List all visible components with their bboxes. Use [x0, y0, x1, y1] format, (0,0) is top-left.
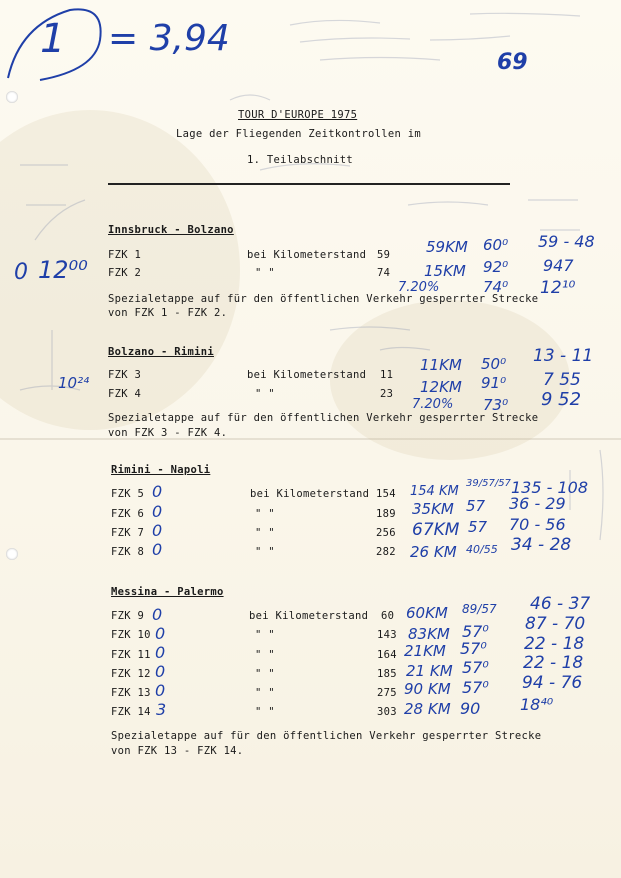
hw-zero-mark: 0: [155, 662, 166, 681]
fzk-label: FZK 4: [108, 388, 142, 400]
fzk-label: FZK 2: [108, 267, 142, 279]
fzk-label: FZK 1: [108, 249, 142, 261]
hw-zero-mark: 0: [152, 540, 163, 559]
fzk-km: 303: [377, 706, 397, 718]
hw-distance: 12KM: [420, 378, 462, 396]
hw-distance: 83KM: [408, 625, 450, 643]
fzk-phrase: " ": [255, 687, 275, 699]
hw-zero-mark: 0: [152, 521, 163, 540]
fzk-km: 23: [380, 388, 394, 400]
header-handwritten-value: = 3,94: [108, 18, 230, 59]
hw-times: 36 - 29: [509, 494, 566, 513]
fzk-label: FZK 7: [111, 527, 145, 539]
section-note-2: von FZK 3 - FZK 4.: [108, 427, 228, 439]
fzk-label: FZK 11: [111, 649, 151, 661]
hw-distance: 7.20%: [398, 280, 440, 295]
hw-speed: 57⁰: [462, 678, 489, 697]
title-divider: [108, 183, 510, 185]
hw-zero-mark: 3: [156, 700, 167, 719]
fzk-label: FZK 10: [111, 629, 151, 641]
fzk-label: FZK 14: [111, 706, 151, 718]
fzk-phrase: " ": [255, 629, 275, 641]
fzk-label: FZK 3: [108, 369, 142, 381]
hw-times: 34 - 28: [511, 535, 572, 555]
hw-speed: 89/57: [462, 602, 497, 616]
hw-times: 87 - 70: [525, 614, 586, 634]
fzk-phrase: " ": [255, 388, 275, 400]
section-note-2: von FZK 1 - FZK 2.: [108, 307, 228, 319]
section-heading: Bolzano - Rimini: [108, 346, 214, 358]
fzk-phrase: bei Kilometerstand: [247, 249, 367, 261]
hw-zero-mark: 0: [152, 502, 163, 521]
margin-zero-mark: 0: [14, 260, 28, 285]
fzk-km: 60: [381, 610, 395, 622]
fzk-label: FZK 5: [111, 488, 145, 500]
hw-distance: 11KM: [420, 356, 462, 374]
hw-distance: 21KM: [404, 642, 446, 660]
fzk-km: 74: [377, 267, 391, 279]
hw-zero-mark: 0: [155, 643, 166, 662]
fzk-label: FZK 12: [111, 668, 151, 680]
hw-times: 22 - 18: [523, 653, 584, 673]
section-note-2: von FZK 13 - FZK 14.: [111, 745, 244, 757]
hw-speed: 73⁰: [483, 396, 509, 414]
section-note: Spezialetappe auf für den öffentlichen Verkehr gesperrter Strecke: [108, 293, 539, 305]
fzk-km: 256: [376, 527, 396, 539]
hw-zero-mark: 0: [155, 624, 166, 643]
hw-times: 59 - 48: [538, 232, 595, 251]
hw-distance: 90 KM: [404, 680, 451, 698]
hw-speed: 90: [460, 699, 481, 718]
hw-times: 947: [543, 256, 574, 275]
hw-times: 9 52: [541, 389, 582, 410]
header-circle-number: 1: [40, 16, 66, 62]
hw-times: 13 - 11: [533, 346, 594, 366]
hw-speed: 57⁰: [462, 622, 489, 641]
hw-times: 94 - 76: [522, 673, 583, 693]
fzk-label: FZK 6: [111, 508, 145, 520]
fzk-phrase: " ": [255, 668, 275, 680]
fzk-km: 164: [377, 649, 397, 661]
hw-times: 135 - 108: [511, 478, 589, 497]
section-note: Spezialetappe auf für den öffentlichen Verkehr gesperrter Strecke: [111, 730, 542, 742]
fzk-phrase: " ": [255, 649, 275, 661]
fzk-km: 154: [376, 488, 396, 500]
hw-distance: 7.20%: [412, 397, 454, 412]
fzk-phrase: " ": [255, 508, 275, 520]
hw-times: 46 - 37: [530, 594, 591, 614]
hw-distance: 67KM: [412, 520, 460, 540]
document-subtitle: Lage der Fliegenden Zeitkontrollen im: [176, 128, 421, 140]
fzk-km: 275: [377, 687, 397, 699]
hw-times: 7 55: [543, 370, 581, 390]
hw-speed: 57: [468, 518, 488, 536]
fzk-km: 185: [377, 668, 397, 680]
fzk-phrase: " ": [255, 706, 275, 718]
hw-speed: 74⁰: [483, 278, 509, 296]
hw-speed: 50⁰: [481, 355, 507, 373]
section-heading: Messina - Palermo: [111, 586, 224, 598]
section-note: Spezialetappe auf für den öffentlichen Verkehr gesperrter Strecke: [108, 412, 539, 424]
fzk-km: 143: [377, 629, 397, 641]
hw-speed: 60⁰: [483, 236, 509, 254]
fzk-km: 11: [380, 369, 394, 381]
hw-distance: 35KM: [412, 500, 454, 518]
hw-times: 12¹⁰: [540, 278, 576, 298]
margin-start-time: 12⁰⁰: [38, 256, 88, 284]
fzk-phrase: " ": [255, 527, 275, 539]
hw-distance: 21 KM: [406, 662, 453, 680]
fzk-label: FZK 13: [111, 687, 151, 699]
fzk-phrase: bei Kilometerstand: [250, 488, 370, 500]
fzk-phrase: bei Kilometerstand: [247, 369, 367, 381]
fzk-label: FZK 9: [111, 610, 145, 622]
fzk-phrase: " ": [255, 267, 275, 279]
hw-speed: 57: [466, 497, 486, 515]
hw-times: 70 - 56: [509, 515, 566, 534]
hw-distance: 59KM: [426, 238, 468, 256]
section-heading: Innsbruck - Bolzano: [108, 224, 234, 236]
fzk-phrase: " ": [255, 546, 275, 558]
fzk-km: 189: [376, 508, 396, 520]
document-subtitle-2: 1. Teilabschnitt: [247, 154, 353, 166]
page-number: 69: [497, 50, 528, 75]
hw-distance: 60KM: [406, 604, 448, 622]
hw-distance: 28 KM: [404, 700, 451, 718]
hw-zero-mark: 0: [152, 605, 163, 624]
margin-start-time-2: 10²⁴: [58, 374, 90, 392]
hw-zero-mark: 0: [155, 681, 166, 700]
fzk-km: 282: [376, 546, 396, 558]
hw-times: 22 - 18: [524, 634, 585, 654]
hw-zero-mark: 0: [152, 482, 163, 501]
hw-speed: 39/57/57: [466, 478, 511, 489]
hw-times: 18⁴⁰: [520, 695, 554, 714]
hw-speed: 40/55: [466, 543, 498, 556]
hw-distance: 26 KM: [410, 543, 457, 561]
hw-speed: 92⁰: [483, 258, 509, 276]
hw-distance: 15KM: [424, 262, 466, 280]
hw-speed: 57⁰: [460, 639, 487, 658]
hw-speed: 57⁰: [462, 658, 489, 677]
hw-speed: 91⁰: [481, 374, 507, 392]
fzk-phrase: bei Kilometerstand: [249, 610, 369, 622]
section-heading: Rimini - Napoli: [111, 464, 211, 476]
hw-distance: 154 KM: [410, 484, 459, 499]
fzk-km: 59: [377, 249, 391, 261]
document-title: TOUR D'EUROPE 1975: [238, 109, 358, 121]
fzk-label: FZK 8: [111, 546, 145, 558]
